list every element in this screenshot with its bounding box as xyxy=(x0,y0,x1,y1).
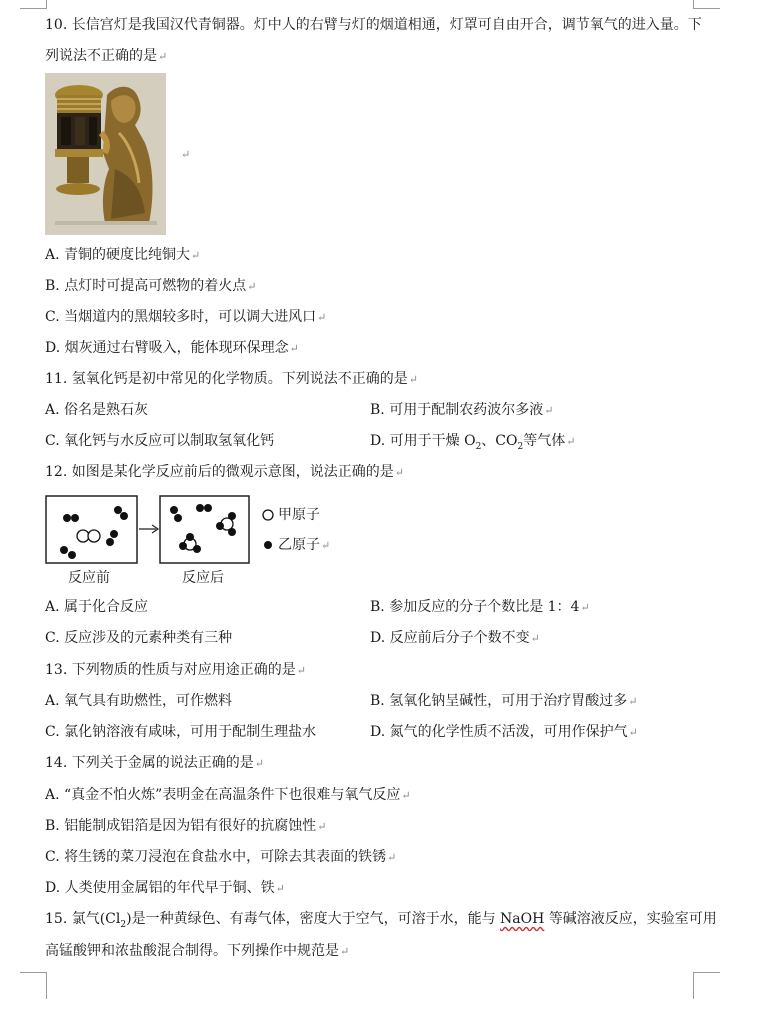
q12-option-c: C. 反应涉及的元素种类有三种 xyxy=(45,630,233,646)
q11-option-d: D. 可用于干燥 $O_2$、$CO_2$等气体↵ xyxy=(370,433,576,452)
q14-option-d: D. 人类使用金属铝的年代早于铜、铁↵ xyxy=(45,880,285,896)
crop-mark-top-right xyxy=(693,0,720,9)
legend-atom-b: 乙原子↵ xyxy=(278,537,331,553)
q15-stem-line1: 15. 氯气$(Cl_2)$是一种黄绿色、有毒气体，密度大于空气，可溶于水，能与 NaOH 等碱溶液反应，实验室可用 xyxy=(45,911,717,930)
q12-stem: 12. 如图是某化学反应前后的微观示意图，说法正确的是↵ xyxy=(45,464,404,480)
bronze-lamp-photo xyxy=(45,73,166,235)
q13-option-d: D. 氮气的化学性质不活泼，可用作保护气↵ xyxy=(370,724,638,740)
q11-option-a: A. 俗名是熟石灰 xyxy=(45,402,149,418)
q12-option-b: B. 参加反应的分子个数比是 1：4↵ xyxy=(370,599,590,615)
q12-option-a: A. 属于化合反应 xyxy=(45,599,149,615)
q11-option-b: B. 可用于配制农药波尔多液↵ xyxy=(370,402,554,418)
q10-option-d: D. 烟灰通过右臂吸入，能体现环保理念↵ xyxy=(45,340,299,356)
q13-option-c: C. 氯化钠溶液有咸味，可用于配制生理盐水 xyxy=(45,724,317,740)
q10-stem-line2: 列说法不正确的是↵ xyxy=(45,48,168,64)
q12-option-d: D. 反应前后分子个数不变↵ xyxy=(370,630,540,646)
crop-mark-bottom-left xyxy=(20,972,47,999)
q14-stem: 14. 下列关于金属的说法正确的是↵ xyxy=(45,755,264,771)
q11-stem: 11. 氢氧化钙是初中常见的化学物质。下列说法不正确的是↵ xyxy=(45,371,418,387)
crop-mark-top-left xyxy=(20,0,47,9)
crop-mark-bottom-right xyxy=(693,972,720,999)
paragraph-mark: ↵ xyxy=(181,148,191,161)
q10-stem-line1: 10. 长信宫灯是我国汉代青铜器。灯中人的右臂与灯的烟道相通，灯罩可自由开合，调节氧气的进入量。下 xyxy=(45,17,702,33)
q10-option-a: A. 青铜的硬度比纯铜大↵ xyxy=(45,247,201,263)
q14-option-b: B. 铝能制成铝箔是因为铝有很好的抗腐蚀性↵ xyxy=(45,818,327,834)
q13-option-a: A. 氧气具有助燃性，可作燃料 xyxy=(45,693,233,709)
q15-stem-line2: 高锰酸钾和浓盐酸混合制得。下列操作中规范是↵ xyxy=(45,943,350,959)
q13-stem: 13. 下列物质的性质与对应用途正确的是↵ xyxy=(45,662,306,678)
q11-option-c: C. 氧化钙与水反应可以制取氢氧化钙 xyxy=(45,433,275,449)
label-after: 反应后 xyxy=(182,570,224,586)
reaction-diagram xyxy=(44,494,334,566)
q10-option-b: B. 点灯时可提高可燃物的着火点↵ xyxy=(45,278,257,294)
q14-option-c: C. 将生锈的菜刀浸泡在食盐水中，可除去其表面的铁锈↵ xyxy=(45,849,397,865)
q13-option-b: B. 氢氧化钠呈碱性，可用于治疗胃酸过多↵ xyxy=(370,693,638,709)
legend-atom-a: 甲原子 xyxy=(278,507,320,523)
q14-option-a: A. “真金不怕火炼”表明金在高温条件下也很难与氧气反应↵ xyxy=(45,787,411,803)
label-before: 反应前 xyxy=(68,570,110,586)
naoh-text: NaOH xyxy=(500,911,545,927)
q10-option-c: C. 当烟道内的黑烟较多时，可以调大进风口↵ xyxy=(45,309,327,325)
